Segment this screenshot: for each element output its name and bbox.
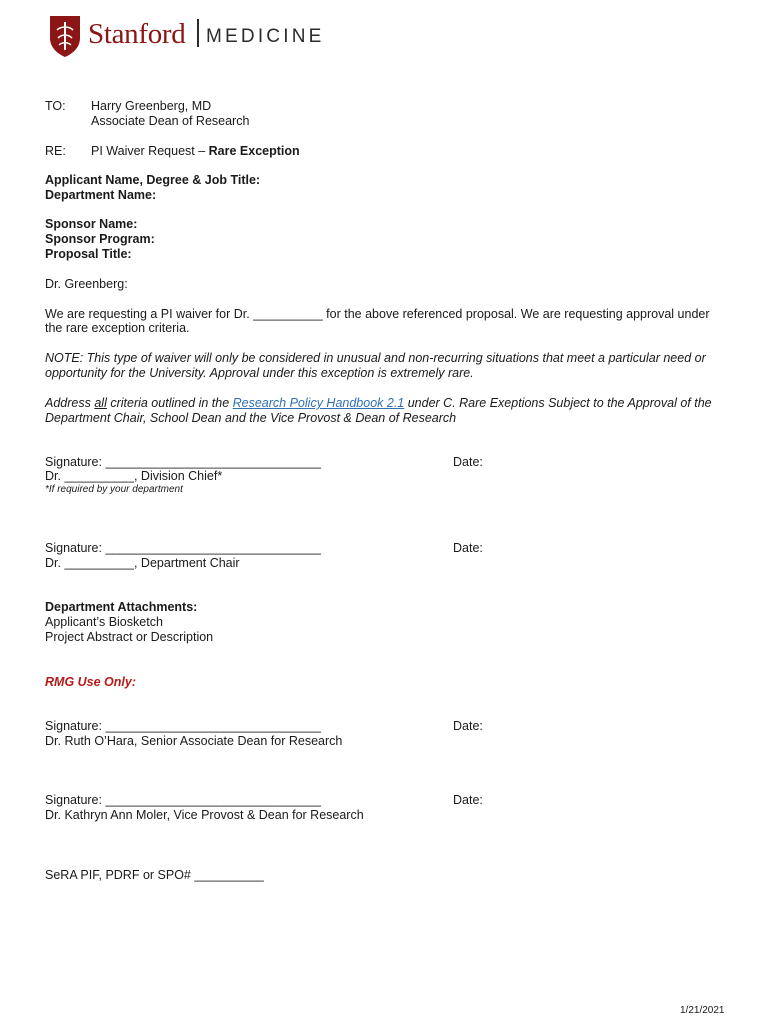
proposal-title-label: Proposal Title: bbox=[45, 247, 132, 261]
division-chief-date-label: Date: bbox=[453, 455, 483, 469]
stanford-medicine-logo bbox=[48, 14, 338, 60]
request-line-1: We are requesting a PI waiver for Dr. __________ for the above referenced proposal. We are requesting approval under bbox=[45, 307, 710, 321]
department-chair-name: Dr. __________, Department Chair bbox=[45, 556, 240, 570]
applicant-name-label: Applicant Name, Degree & Job Title: bbox=[45, 173, 261, 187]
research-policy-handbook-link[interactable]: Research Policy Handbook 2.1 bbox=[232, 396, 405, 410]
attachment-biosketch: Applicant’s Biosketch bbox=[45, 615, 163, 629]
ohara-name: Dr. Ruth O’Hara, Senior Associate Dean for Research bbox=[45, 734, 343, 748]
division-chief-signature-line: Signature: _______________________________ bbox=[45, 455, 321, 469]
address-post: under C. Rare Exeptions Subject to the Approval of the bbox=[404, 396, 712, 410]
logo-suffix: MEDICINE bbox=[206, 26, 325, 47]
moler-signature-line: Signature: _______________________________ bbox=[45, 793, 321, 807]
logo-wordmark: Stanford bbox=[88, 18, 186, 50]
to-label: TO: bbox=[45, 99, 66, 113]
department-chair-date-label: Date: bbox=[453, 541, 483, 555]
moler-name: Dr. Kathryn Ann Moler, Vice Provost & Dean for Research bbox=[45, 808, 364, 822]
department-name-label: Department Name: bbox=[45, 188, 157, 202]
note-line-2: opportunity for the University. Approval under this exception is extremely rare. bbox=[45, 366, 474, 380]
address-pre: Address bbox=[45, 396, 95, 410]
division-chief-name: Dr. __________, Division Chief* bbox=[45, 469, 223, 483]
document-date: 1/21/2021 bbox=[680, 1005, 725, 1016]
ohara-signature-line: Signature: _______________________________ bbox=[45, 719, 321, 733]
attachments-heading: Department Attachments: bbox=[45, 600, 198, 614]
address-criteria-line bbox=[45, 396, 712, 411]
re-text: PI Waiver Request – bbox=[91, 144, 209, 158]
address-mid: criteria outlined in the bbox=[106, 396, 233, 410]
re-label: RE: bbox=[45, 144, 66, 158]
address-line-2: Department Chair, School Dean and the Vice Provost & Dean of Research bbox=[45, 411, 457, 425]
logo-divider bbox=[197, 19, 199, 47]
sponsor-name-label: Sponsor Name: bbox=[45, 217, 138, 231]
division-chief-footnote: *If required by your department bbox=[45, 484, 183, 495]
request-line-2: the rare exception criteria. bbox=[45, 321, 190, 335]
attachment-abstract: Project Abstract or Description bbox=[45, 630, 214, 644]
to-name: Harry Greenberg, MD bbox=[91, 99, 212, 113]
ohara-date-label: Date: bbox=[453, 719, 483, 733]
rmg-use-only-label: RMG Use Only: bbox=[45, 675, 136, 689]
note-line-1: NOTE: This type of waiver will only be considered in unusual and non-recurring situations that meet a particular need or bbox=[45, 351, 706, 365]
re-subject bbox=[91, 144, 300, 159]
stanford-shield-icon bbox=[48, 14, 82, 58]
sponsor-program-label: Sponsor Program: bbox=[45, 232, 155, 246]
department-chair-signature-line: Signature: _______________________________ bbox=[45, 541, 321, 555]
moler-date-label: Date: bbox=[453, 793, 483, 807]
salutation: Dr. Greenberg: bbox=[45, 277, 128, 291]
to-title: Associate Dean of Research bbox=[91, 114, 250, 128]
sera-reference: SeRA PIF, PDRF or SPO# __________ bbox=[45, 868, 264, 882]
re-bold: Rare Exception bbox=[208, 144, 300, 158]
address-all: all bbox=[94, 396, 107, 410]
